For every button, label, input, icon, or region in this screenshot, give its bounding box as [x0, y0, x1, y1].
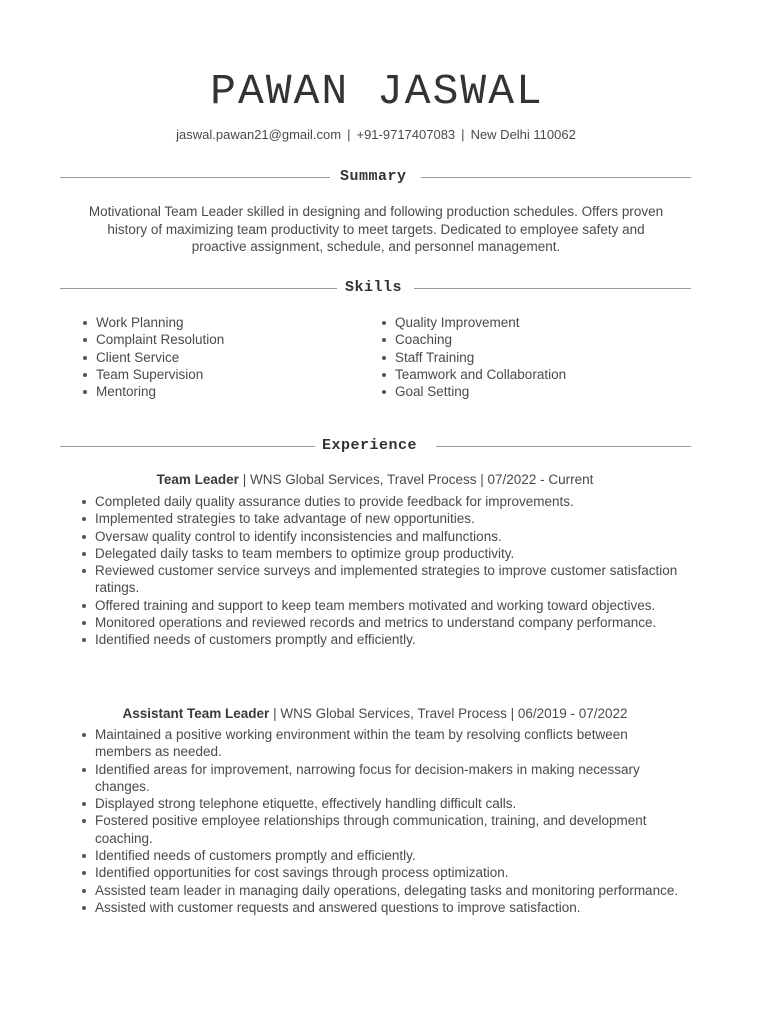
email-text: jaswal.pawan21@gmail.com: [176, 127, 342, 142]
job-heading: Team Leader | WNS Global Services, Travel Process | 07/2022 - Current: [156, 472, 594, 487]
divider-line: [60, 288, 337, 289]
job-bullet: Oversaw quality control to identify inconsistencies and malfunctions.: [81, 528, 681, 545]
job-bullet: Assisted with customer requests and answered questions to improve satisfaction.: [81, 899, 681, 916]
skill-item: Work Planning: [82, 314, 382, 331]
skill-item: Mentoring: [82, 383, 382, 400]
job-bullet: Offered training and support to keep team members motivated and working toward objectives.: [81, 597, 681, 614]
job-details: WNS Global Services, Travel Process | 06/2019 - 07/2022: [280, 706, 628, 721]
job-bullet: Implemented strategies to take advantage of new opportunities.: [81, 510, 681, 527]
divider-line: [414, 288, 691, 289]
location-text: New Delhi 110062: [470, 127, 576, 142]
job-bullets: [81, 493, 681, 649]
skill-item: Teamwork and Collaboration: [381, 366, 681, 383]
skills-heading: [60, 278, 691, 298]
phone-text: +91-9717407083: [356, 127, 456, 142]
divider-line: [60, 177, 330, 178]
skills-list-left: [82, 314, 382, 400]
summary-title: Summary: [340, 168, 407, 185]
job-details: WNS Global Services, Travel Process | 07/2022 - Current: [249, 472, 594, 487]
job-heading: Assistant Team Leader | WNS Global Services, Travel Process | 06/2019 - 07/2022: [122, 706, 628, 721]
job-bullet: Identified needs of customers promptly and efficiently.: [81, 631, 681, 648]
divider-line: [436, 446, 691, 447]
job-role: Team Leader: [156, 472, 239, 487]
divider-line: [60, 446, 315, 447]
contact-separator: |: [347, 127, 351, 142]
divider-line: [421, 177, 691, 178]
job-bullet: Assisted team leader in managing daily operations, delegating tasks and monitoring performance.: [81, 882, 681, 899]
job-role: Assistant Team Leader: [122, 706, 270, 721]
skill-item: Goal Setting: [381, 383, 681, 400]
job-bullet: Identified areas for improvement, narrowing focus for decision-makers in making necessary changes.: [81, 761, 681, 796]
summary-paragraph: Motivational Team Leader skilled in designing and following production schedules. Offers proven history of maximizing team productivity to meet targets. Dedicated to employee safety and proactive assignment, schedule, and personnel management.: [88, 204, 664, 254]
skill-item: Team Supervision: [82, 366, 382, 383]
experience-title: Experience: [322, 437, 418, 454]
skill-item: Complaint Resolution: [82, 331, 382, 348]
skill-item: Client Service: [82, 349, 382, 366]
job-bullet: Delegated daily tasks to team members to optimize group productivity.: [81, 545, 681, 562]
job-bullet: Displayed strong telephone etiquette, effectively handling difficult calls.: [81, 795, 681, 812]
skills-list-right: [381, 314, 681, 400]
contact-separator: |: [461, 127, 465, 142]
contact-line: [0, 126, 752, 144]
job-bullet: Completed daily quality assurance duties to provide feedback for improvements.: [81, 493, 681, 510]
skill-item: Staff Training: [381, 349, 681, 366]
candidate-name: PAWAN JASWAL: [210, 67, 544, 116]
summary-heading: [60, 167, 691, 187]
job-bullet: Maintained a positive working environment within the team by resolving conflicts between members as needed.: [81, 726, 681, 761]
skill-item: Quality Improvement: [381, 314, 681, 331]
job-bullet: Monitored operations and reviewed records and metrics to understand company performance.: [81, 614, 681, 631]
job-bullet: Reviewed customer service surveys and implemented strategies to improve customer satisfaction ratings.: [81, 562, 681, 597]
skills-title: Skills: [345, 279, 403, 296]
skill-item: Coaching: [381, 331, 681, 348]
job-bullets: [81, 726, 681, 916]
job-bullet: Identified opportunities for cost savings through process optimization.: [81, 864, 681, 881]
experience-heading: [60, 436, 691, 456]
job-bullet: Fostered positive employee relationships through communication, training, and development coaching.: [81, 812, 681, 847]
job-bullet: Identified needs of customers promptly and efficiently.: [81, 847, 681, 864]
